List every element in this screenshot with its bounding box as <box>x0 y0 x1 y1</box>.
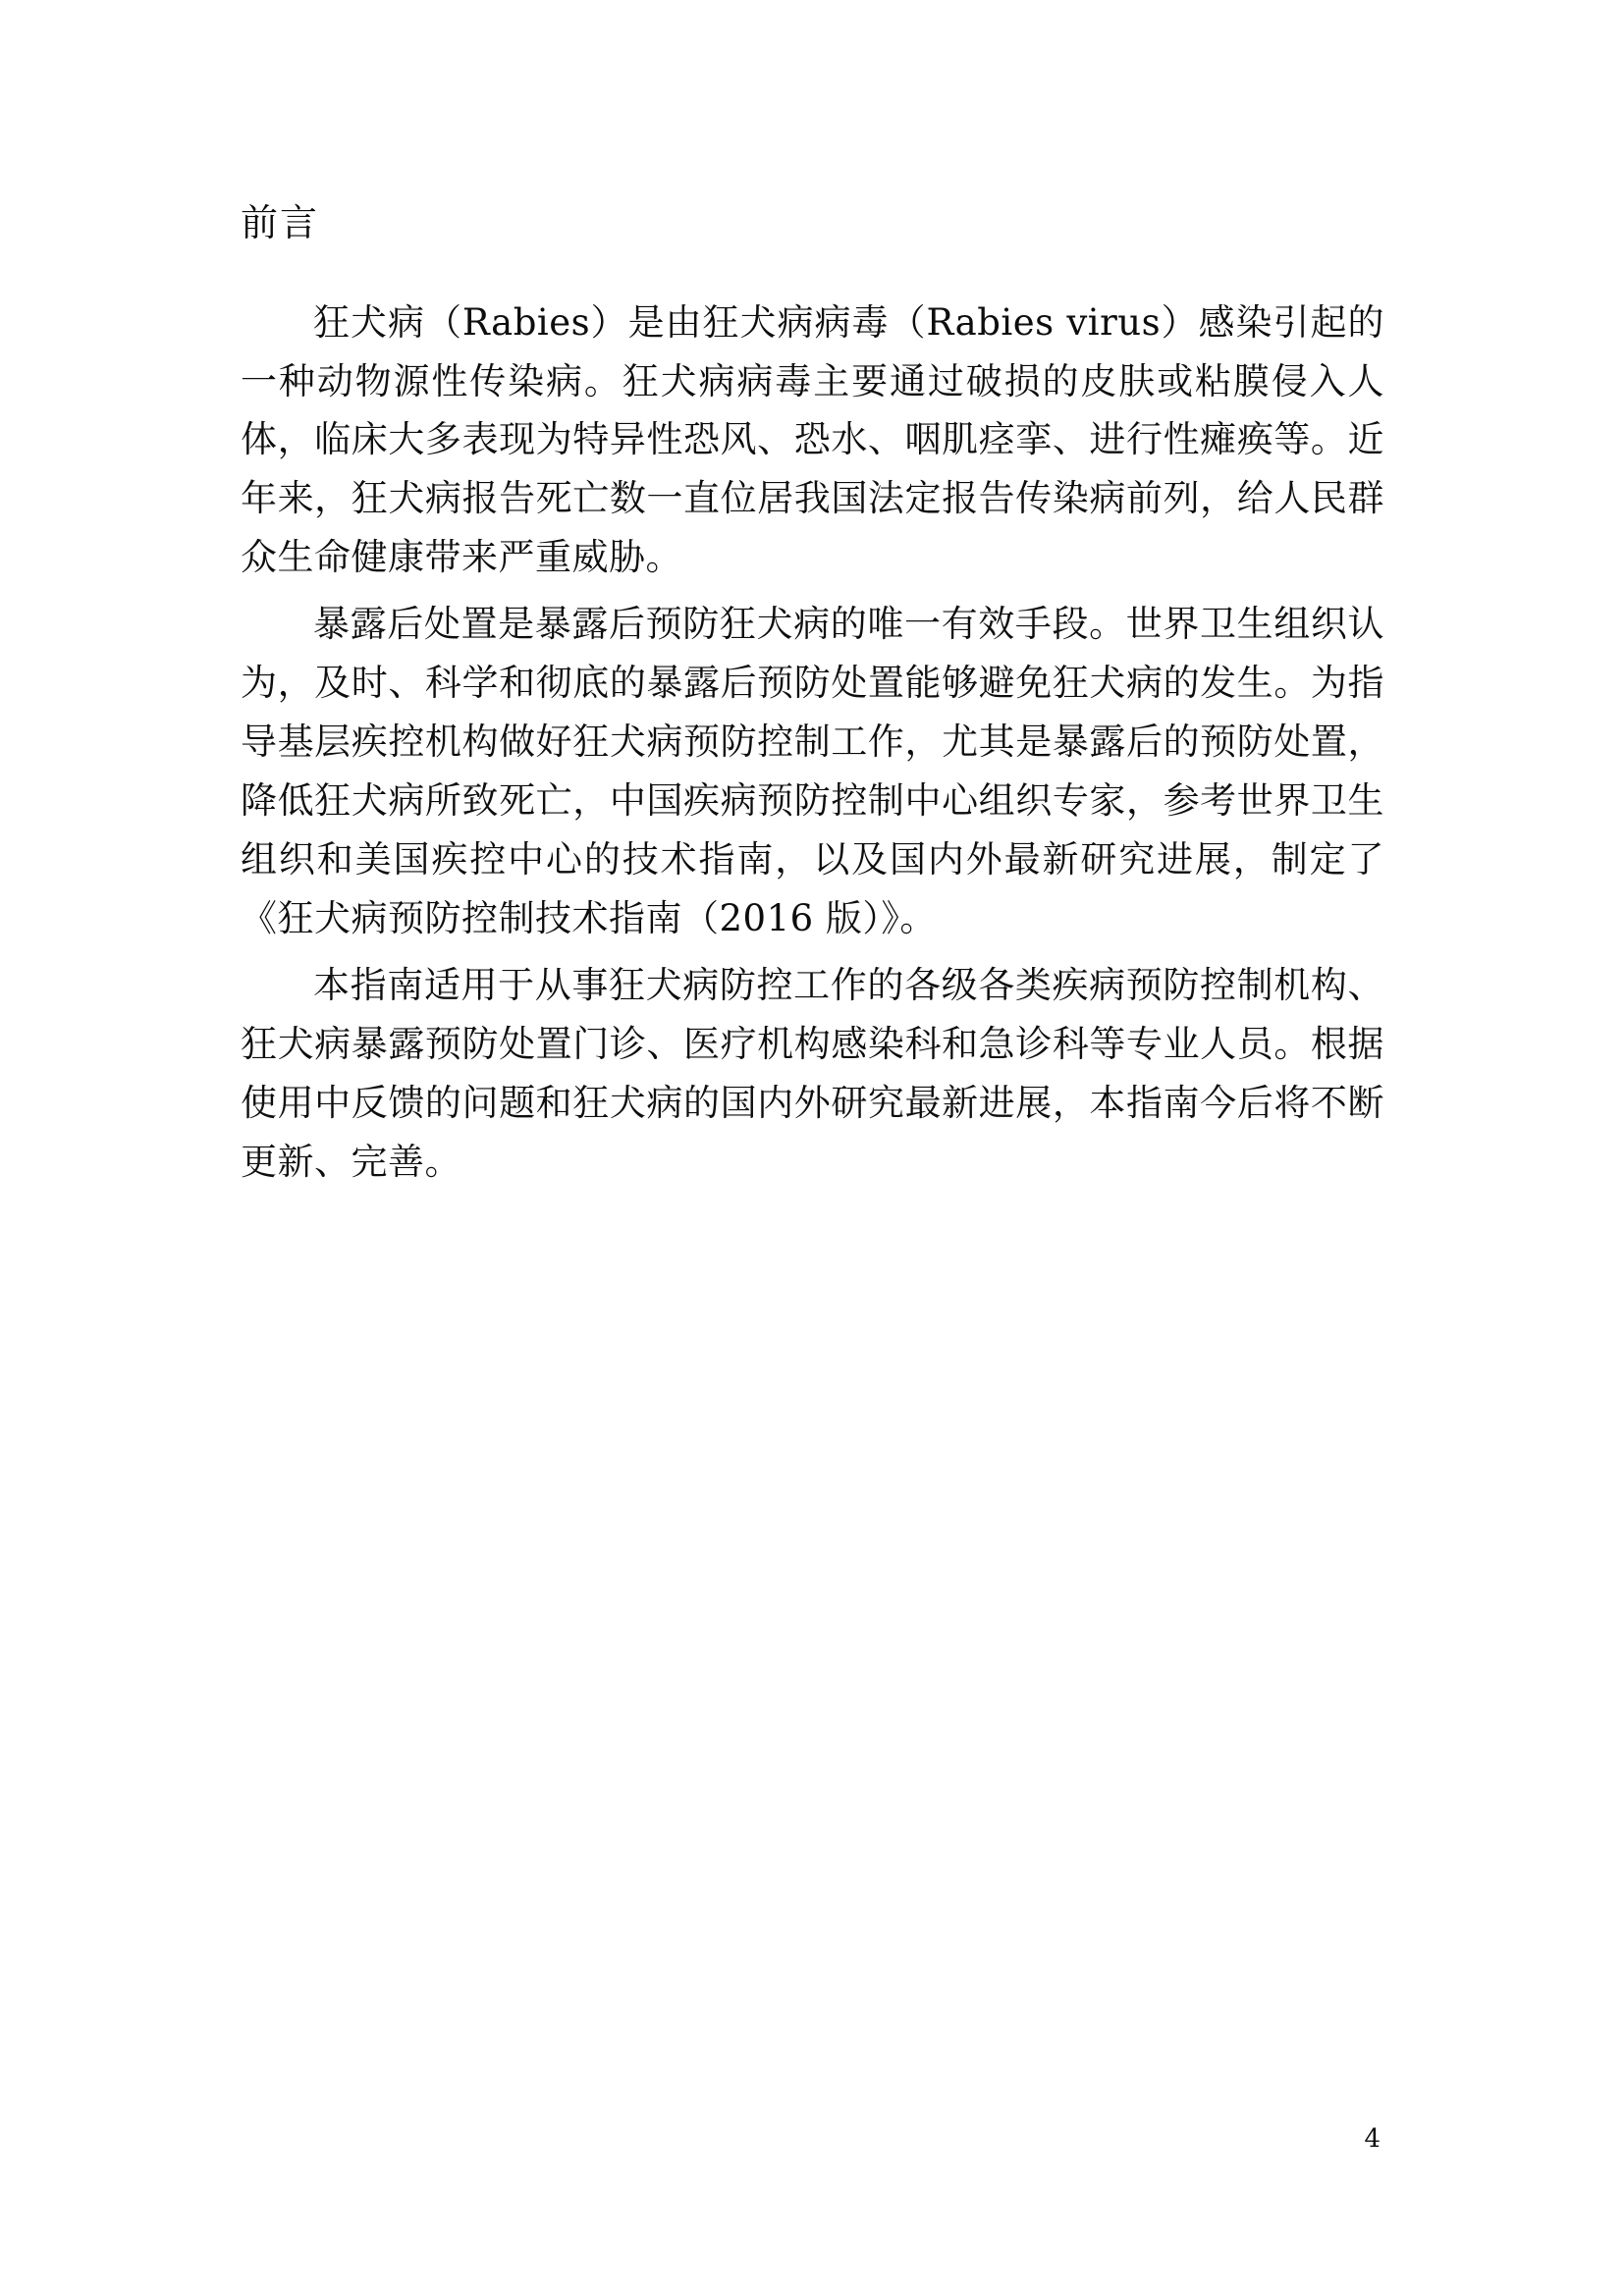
paragraph-2: 暴露后处置是暴露后预防狂犬病的唯一有效手段。世界卫生组织认为，及时、科学和彻底的暴露后预防处置能够避免狂犬病的发生。为指导基层疾控机构做好狂犬病预防控制工作，尤其是暴露后的预防处置，降低狂犬病所致死亡，中国疾病预防控制中心组织专家，参考世界卫生组织和美国疾控中心的技术指南，以及国内外最新研究进展，制定了《狂犬病预防控制技术指南（2016 版）》。 <box>241 603 1384 939</box>
page-number: 4 <box>1364 2124 1380 2154</box>
page-content <box>241 201 1384 1200</box>
paragraph-1: 狂犬病（Rabies）是由狂犬病病毒（Rabies virus）感染引起的一种动物源性传染病。狂犬病病毒主要通过破损的皮肤或粘膜侵入人体，临床大多表现为特异性恐风、恐水、咽肌痉挛、进行性瘫痪等。近年来，狂犬病报告死亡数一直位居我国法定报告传染病前列，给人民群众生命健康带来严重威胁。 <box>241 300 1384 579</box>
paragraph-3: 本指南适用于从事狂犬病防控工作的各级各类疾病预防控制机构、狂犬病暴露预防处置门诊、医疗机构感染科和急诊科等专业人员。根据使用中反馈的问题和狂犬病的国内外研究最新进展，本指南今后将不断更新、完善。 <box>241 963 1384 1183</box>
page-title: 前言 <box>241 201 320 244</box>
